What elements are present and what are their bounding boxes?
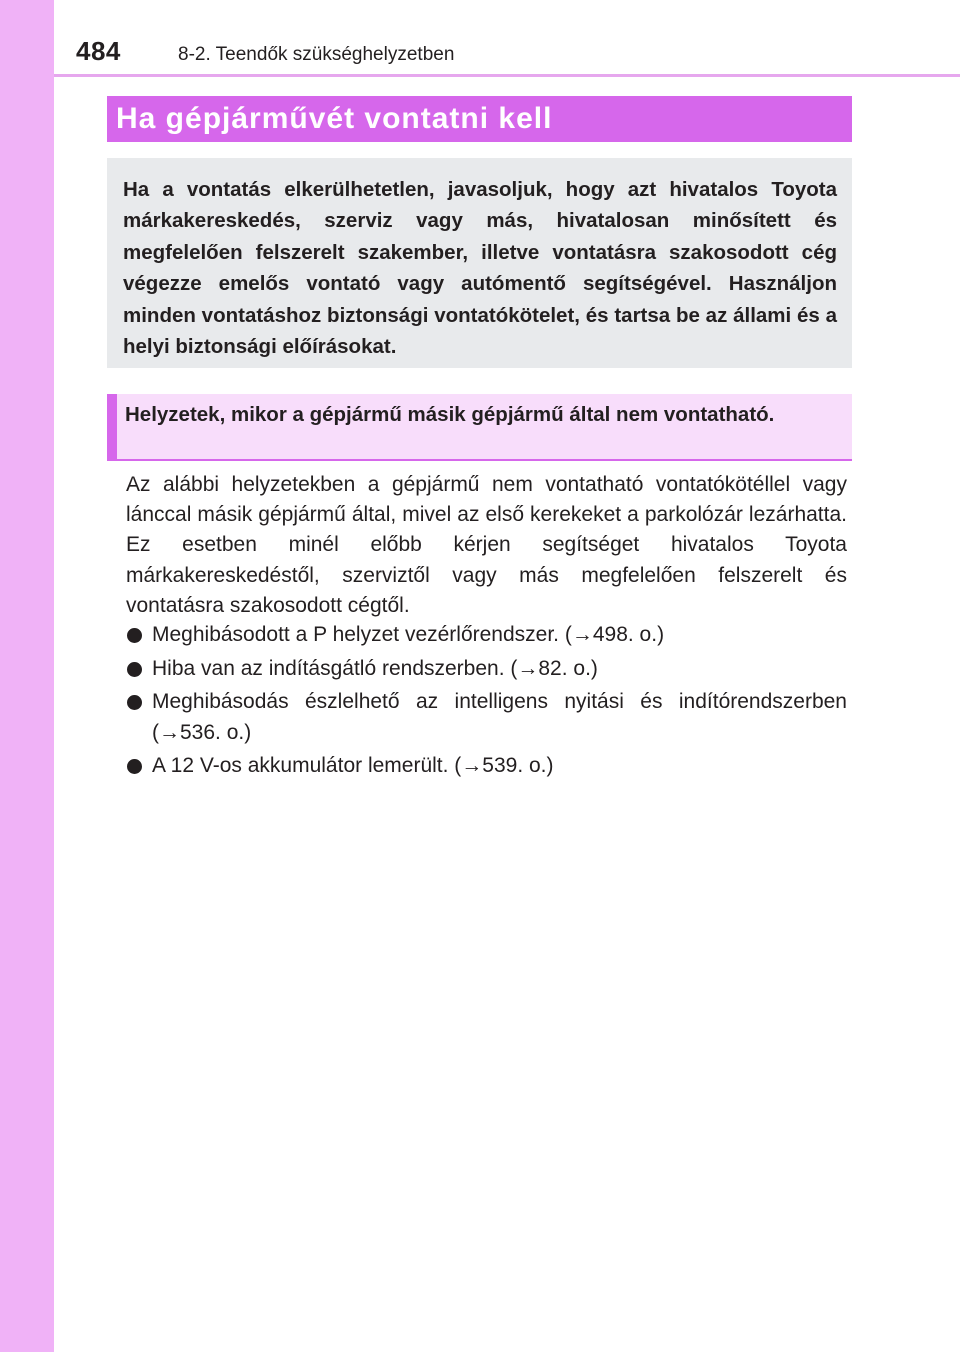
subsection-heading-box xyxy=(107,394,852,461)
subsection-heading: Helyzetek, mikor a gépjármű másik gépjármű által nem vontatható. xyxy=(125,403,775,426)
page-number: 484 xyxy=(76,36,121,66)
bullet-icon xyxy=(127,759,142,774)
list-item-text: Meghibásodás észlelhető az intelligens nyitási és indítórendszerben (→536. o.) xyxy=(152,690,847,744)
bullet-icon xyxy=(127,662,142,677)
bullet-icon xyxy=(127,695,142,710)
list-item-text: A 12 V-os akkumulátor lemerült. (→539. o.) xyxy=(152,754,554,778)
list-item xyxy=(126,620,847,650)
title-bar xyxy=(107,96,852,142)
header-rule xyxy=(54,74,960,77)
list-item xyxy=(126,654,847,684)
list-item xyxy=(126,687,847,747)
list-item xyxy=(126,751,847,781)
body-paragraph: Az alábbi helyzetekben a gépjármű nem vontatható vontatókötéllel vagy lánccal másik gépjármű által, mivel az első kerekeket a parkolózár lezárhatta. Ez esetben minél előbb kérjen segítséget hivatalos Toyota márkakereskedéstől, szerviztől vagy más megfelelően felszerelt és vontatásra szakosodott cégtől. xyxy=(126,473,847,617)
side-color-strip xyxy=(0,0,54,1352)
bullet-list xyxy=(126,620,847,785)
intro-text: Ha a vontatás elkerülhetetlen, javasoljuk, hogy azt hivatalos Toyota márkakereskedés, szerviz vagy más, hivatalosan minősített és megfelelően felszerelt szakember, illetve vontatásra szakosodott cég végezze emelős vontató vagy autómentő segítségével. Használjon minden vontatáshoz biztonsági vontatókötelet, és tartsa be az állami és a helyi biztonsági előírásokat. xyxy=(123,178,837,359)
list-item-text: Meghibásodott a P helyzet vezérlőrendszer. (→498. o.) xyxy=(152,623,665,646)
list-item-text: Hiba van az indításgátló rendszerben. (→82. o.) xyxy=(152,656,598,680)
intro-box xyxy=(107,158,852,368)
section-label: 8-2. Teendők szükséghelyzetben xyxy=(178,44,455,65)
page-title: Ha gépjárművét vontatni kell xyxy=(116,102,553,135)
bullet-icon xyxy=(127,628,142,643)
subsection-accent-bar xyxy=(107,394,117,459)
